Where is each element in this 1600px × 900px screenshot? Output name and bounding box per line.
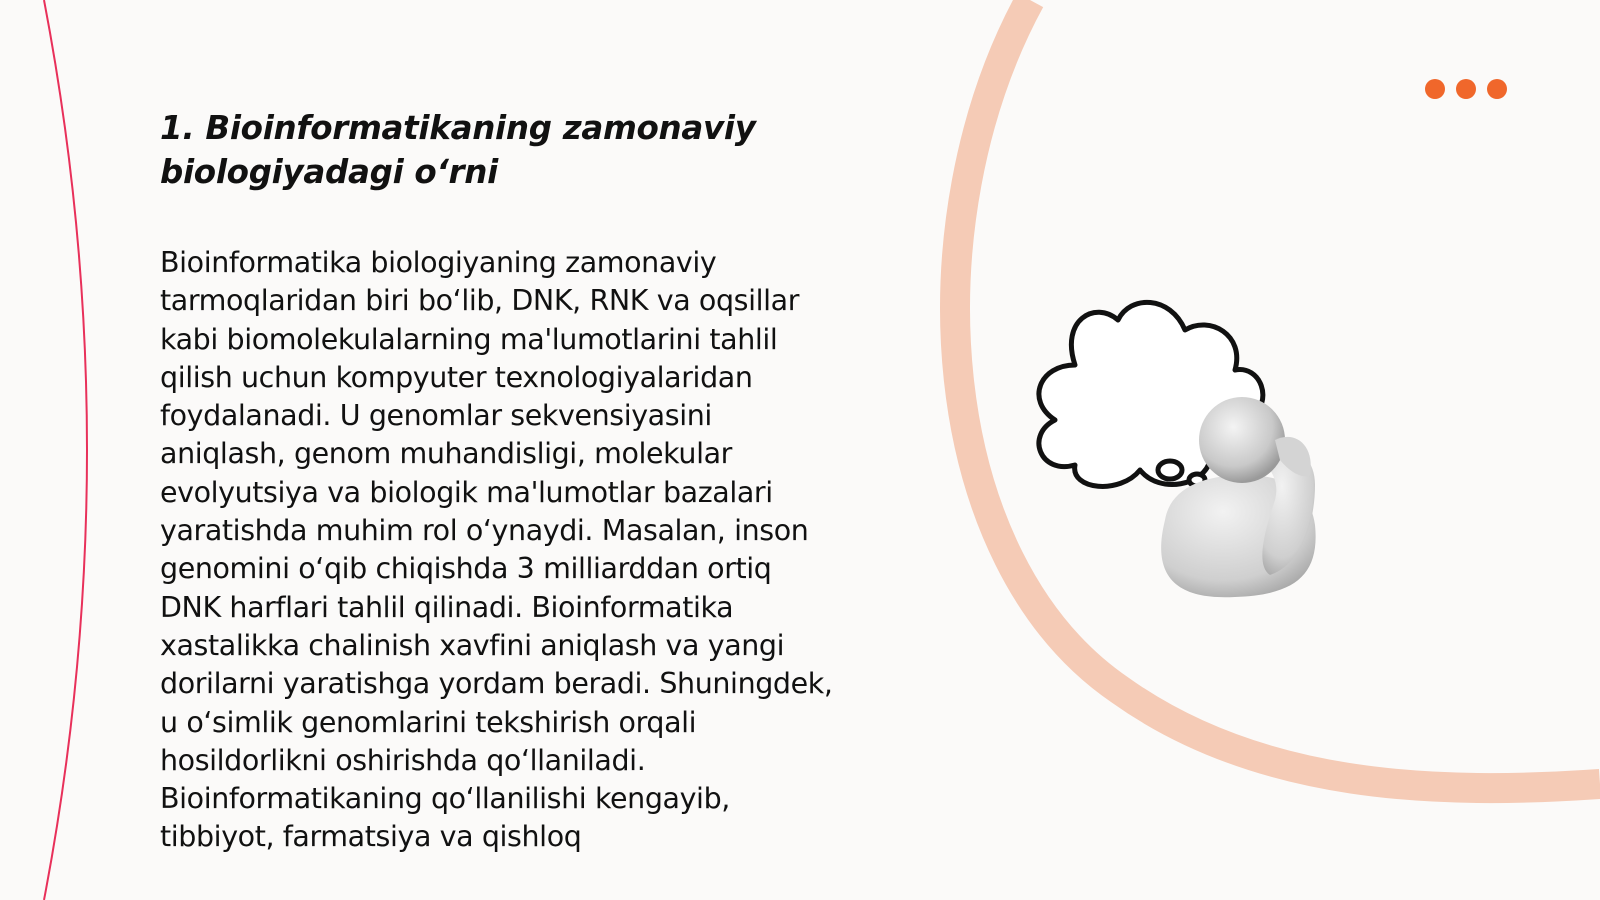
left-curve-line xyxy=(44,0,87,900)
thinking-person-icon xyxy=(1030,275,1350,620)
dot-icon xyxy=(1487,79,1507,99)
dot-icon xyxy=(1456,79,1476,99)
menu-dots-icon xyxy=(1425,79,1507,99)
slide-body-text: Bioinformatika biologiyaning zamonaviy tarmoqlaridan biri bo‘lib, DNK, RNK va oqsillar kabi biomolekulalarning ma'lumotlarini tahlil qilish uchun kompyuter texnologiyalaridan foydalanadi. U genomlar sekvensiyasini aniqlash, genom muhandisligi, molekular evolyutsiya va biologik ma'lumotlar bazalari yaratishda muhim rol o‘ynaydi. Masalan, inson genomini o‘qib chiqishda 3 milliarddan ortiq DNK harflari tahlil qilinadi. Bioinformatika xastalikka chalinish xavfini aniqlash va yangi dorilarni yaratishga yordam beradi. Shuningdek, u o‘simlik genomlarini tekshirish orqali hosildorlikni oshirishda qo‘llaniladi. Bioinformatikaning qo‘llanilishi kengayib, tibbiyot, farmatsiya va qishloq xyxy=(160,246,833,854)
slide-title: 1. Bioinformatikaning zamonaviy biologiyadagi o‘rni xyxy=(160,109,756,191)
dot-icon xyxy=(1425,79,1445,99)
